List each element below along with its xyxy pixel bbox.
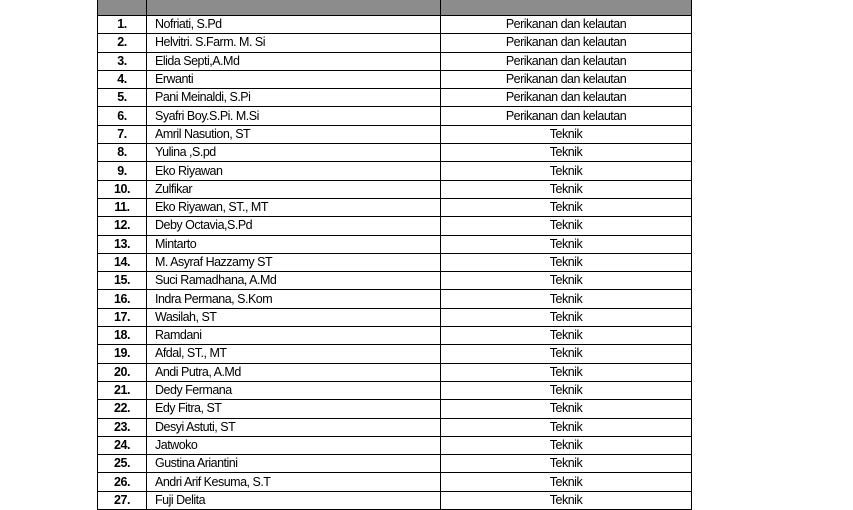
field-cell: Teknik [441,253,692,271]
table-row [98,455,692,473]
row-number-cell: 20. [98,363,147,381]
name-cell: Deby Octavia,S.Pd [147,217,441,235]
name-cell: Pani Meinaldi, S.Pi [147,89,441,107]
field-cell: Perikanan dan kelautan [441,16,692,34]
field-cell: Teknik [441,327,692,345]
name-cell: Jatwoko [147,436,441,454]
row-number-cell: 2. [98,34,147,52]
table-row [98,162,692,180]
field-cell: Teknik [441,290,692,308]
table-row [98,491,692,509]
data-table [97,0,692,510]
table-row [98,144,692,162]
table-row [98,290,692,308]
row-number-cell: 10. [98,180,147,198]
row-number-cell: 23. [98,418,147,436]
field-cell: Perikanan dan kelautan [441,34,692,52]
name-cell: M. Asyraf Hazzamy ST [147,253,441,271]
field-cell: Teknik [441,436,692,454]
header-cell-name [147,0,441,16]
row-number-cell: 16. [98,290,147,308]
table-row [98,436,692,454]
table-row [98,70,692,88]
field-cell: Teknik [441,235,692,253]
table-row [98,52,692,70]
row-number-cell: 12. [98,217,147,235]
row-number-cell: 15. [98,272,147,290]
table-row [98,272,692,290]
name-cell: Andri Arif Kesuma, S.T [147,473,441,491]
header-cell-field [441,0,692,16]
name-cell: Elida Septi,A.Md [147,52,441,70]
table-row [98,235,692,253]
table-row [98,89,692,107]
field-cell: Teknik [441,455,692,473]
table-row [98,327,692,345]
name-cell: Amril Nasution, ST [147,125,441,143]
name-cell: Ramdani [147,327,441,345]
name-cell: Dedy Fermana [147,381,441,399]
row-number-cell: 21. [98,381,147,399]
field-cell: Teknik [441,162,692,180]
name-cell: Eko Riyawan [147,162,441,180]
row-number-cell: 27. [98,491,147,509]
table-header-row [98,0,692,16]
row-number-cell: 19. [98,345,147,363]
row-number-cell: 13. [98,235,147,253]
row-number-cell: 6. [98,107,147,125]
name-cell: Zulfikar [147,180,441,198]
row-number-cell: 24. [98,436,147,454]
field-cell: Teknik [441,272,692,290]
field-cell: Teknik [441,473,692,491]
table-row [98,345,692,363]
field-cell: Teknik [441,217,692,235]
row-number-cell: 4. [98,70,147,88]
table-row [98,34,692,52]
table-row [98,217,692,235]
name-cell: Gustina Ariantini [147,455,441,473]
row-number-cell: 11. [98,198,147,216]
field-cell: Perikanan dan kelautan [441,107,692,125]
row-number-cell: 14. [98,253,147,271]
name-cell: Wasilah, ST [147,308,441,326]
row-number-cell: 22. [98,400,147,418]
field-cell: Teknik [441,418,692,436]
field-cell: Teknik [441,363,692,381]
row-number-cell: 26. [98,473,147,491]
table-row [98,308,692,326]
row-number-cell: 7. [98,125,147,143]
name-cell: Helvitri. S.Farm. M. Si [147,34,441,52]
name-cell: Edy Fitra, ST [147,400,441,418]
table-row [98,107,692,125]
field-cell: Teknik [441,180,692,198]
table-row [98,363,692,381]
name-cell: Fuji Delita [147,491,441,509]
name-cell: Suci Ramadhana, A.Md [147,272,441,290]
name-cell: Erwanti [147,70,441,88]
name-cell: Eko Riyawan, ST., MT [147,198,441,216]
name-cell: Indra Permana, S.Kom [147,290,441,308]
table-row [98,180,692,198]
name-cell: Afdal, ST., MT [147,345,441,363]
field-cell: Perikanan dan kelautan [441,52,692,70]
name-cell: Desyi Astuti, ST [147,418,441,436]
row-number-cell: 3. [98,52,147,70]
row-number-cell: 5. [98,89,147,107]
field-cell: Teknik [441,125,692,143]
row-number-cell: 1. [98,16,147,34]
field-cell: Teknik [441,198,692,216]
name-cell: Mintarto [147,235,441,253]
field-cell: Teknik [441,381,692,399]
row-number-cell: 17. [98,308,147,326]
table-row [98,400,692,418]
table-row [98,473,692,491]
field-cell: Teknik [441,491,692,509]
table-row [98,16,692,34]
name-cell: Syafri Boy.S.Pi. M.Si [147,107,441,125]
table-row [98,125,692,143]
table-row [98,253,692,271]
row-number-cell: 18. [98,327,147,345]
name-cell: Andi Putra, A.Md [147,363,441,381]
name-cell: Yulina ,S.pd [147,144,441,162]
row-number-cell: 8. [98,144,147,162]
row-number-cell: 9. [98,162,147,180]
table-row [98,198,692,216]
field-cell: Perikanan dan kelautan [441,70,692,88]
field-cell: Teknik [441,400,692,418]
table-body [98,0,692,510]
header-cell-number [98,0,147,16]
field-cell: Perikanan dan kelautan [441,89,692,107]
field-cell: Teknik [441,144,692,162]
field-cell: Teknik [441,345,692,363]
table-row [98,381,692,399]
row-number-cell: 25. [98,455,147,473]
table-row [98,418,692,436]
field-cell: Teknik [441,308,692,326]
name-cell: Nofriati, S.Pd [147,16,441,34]
